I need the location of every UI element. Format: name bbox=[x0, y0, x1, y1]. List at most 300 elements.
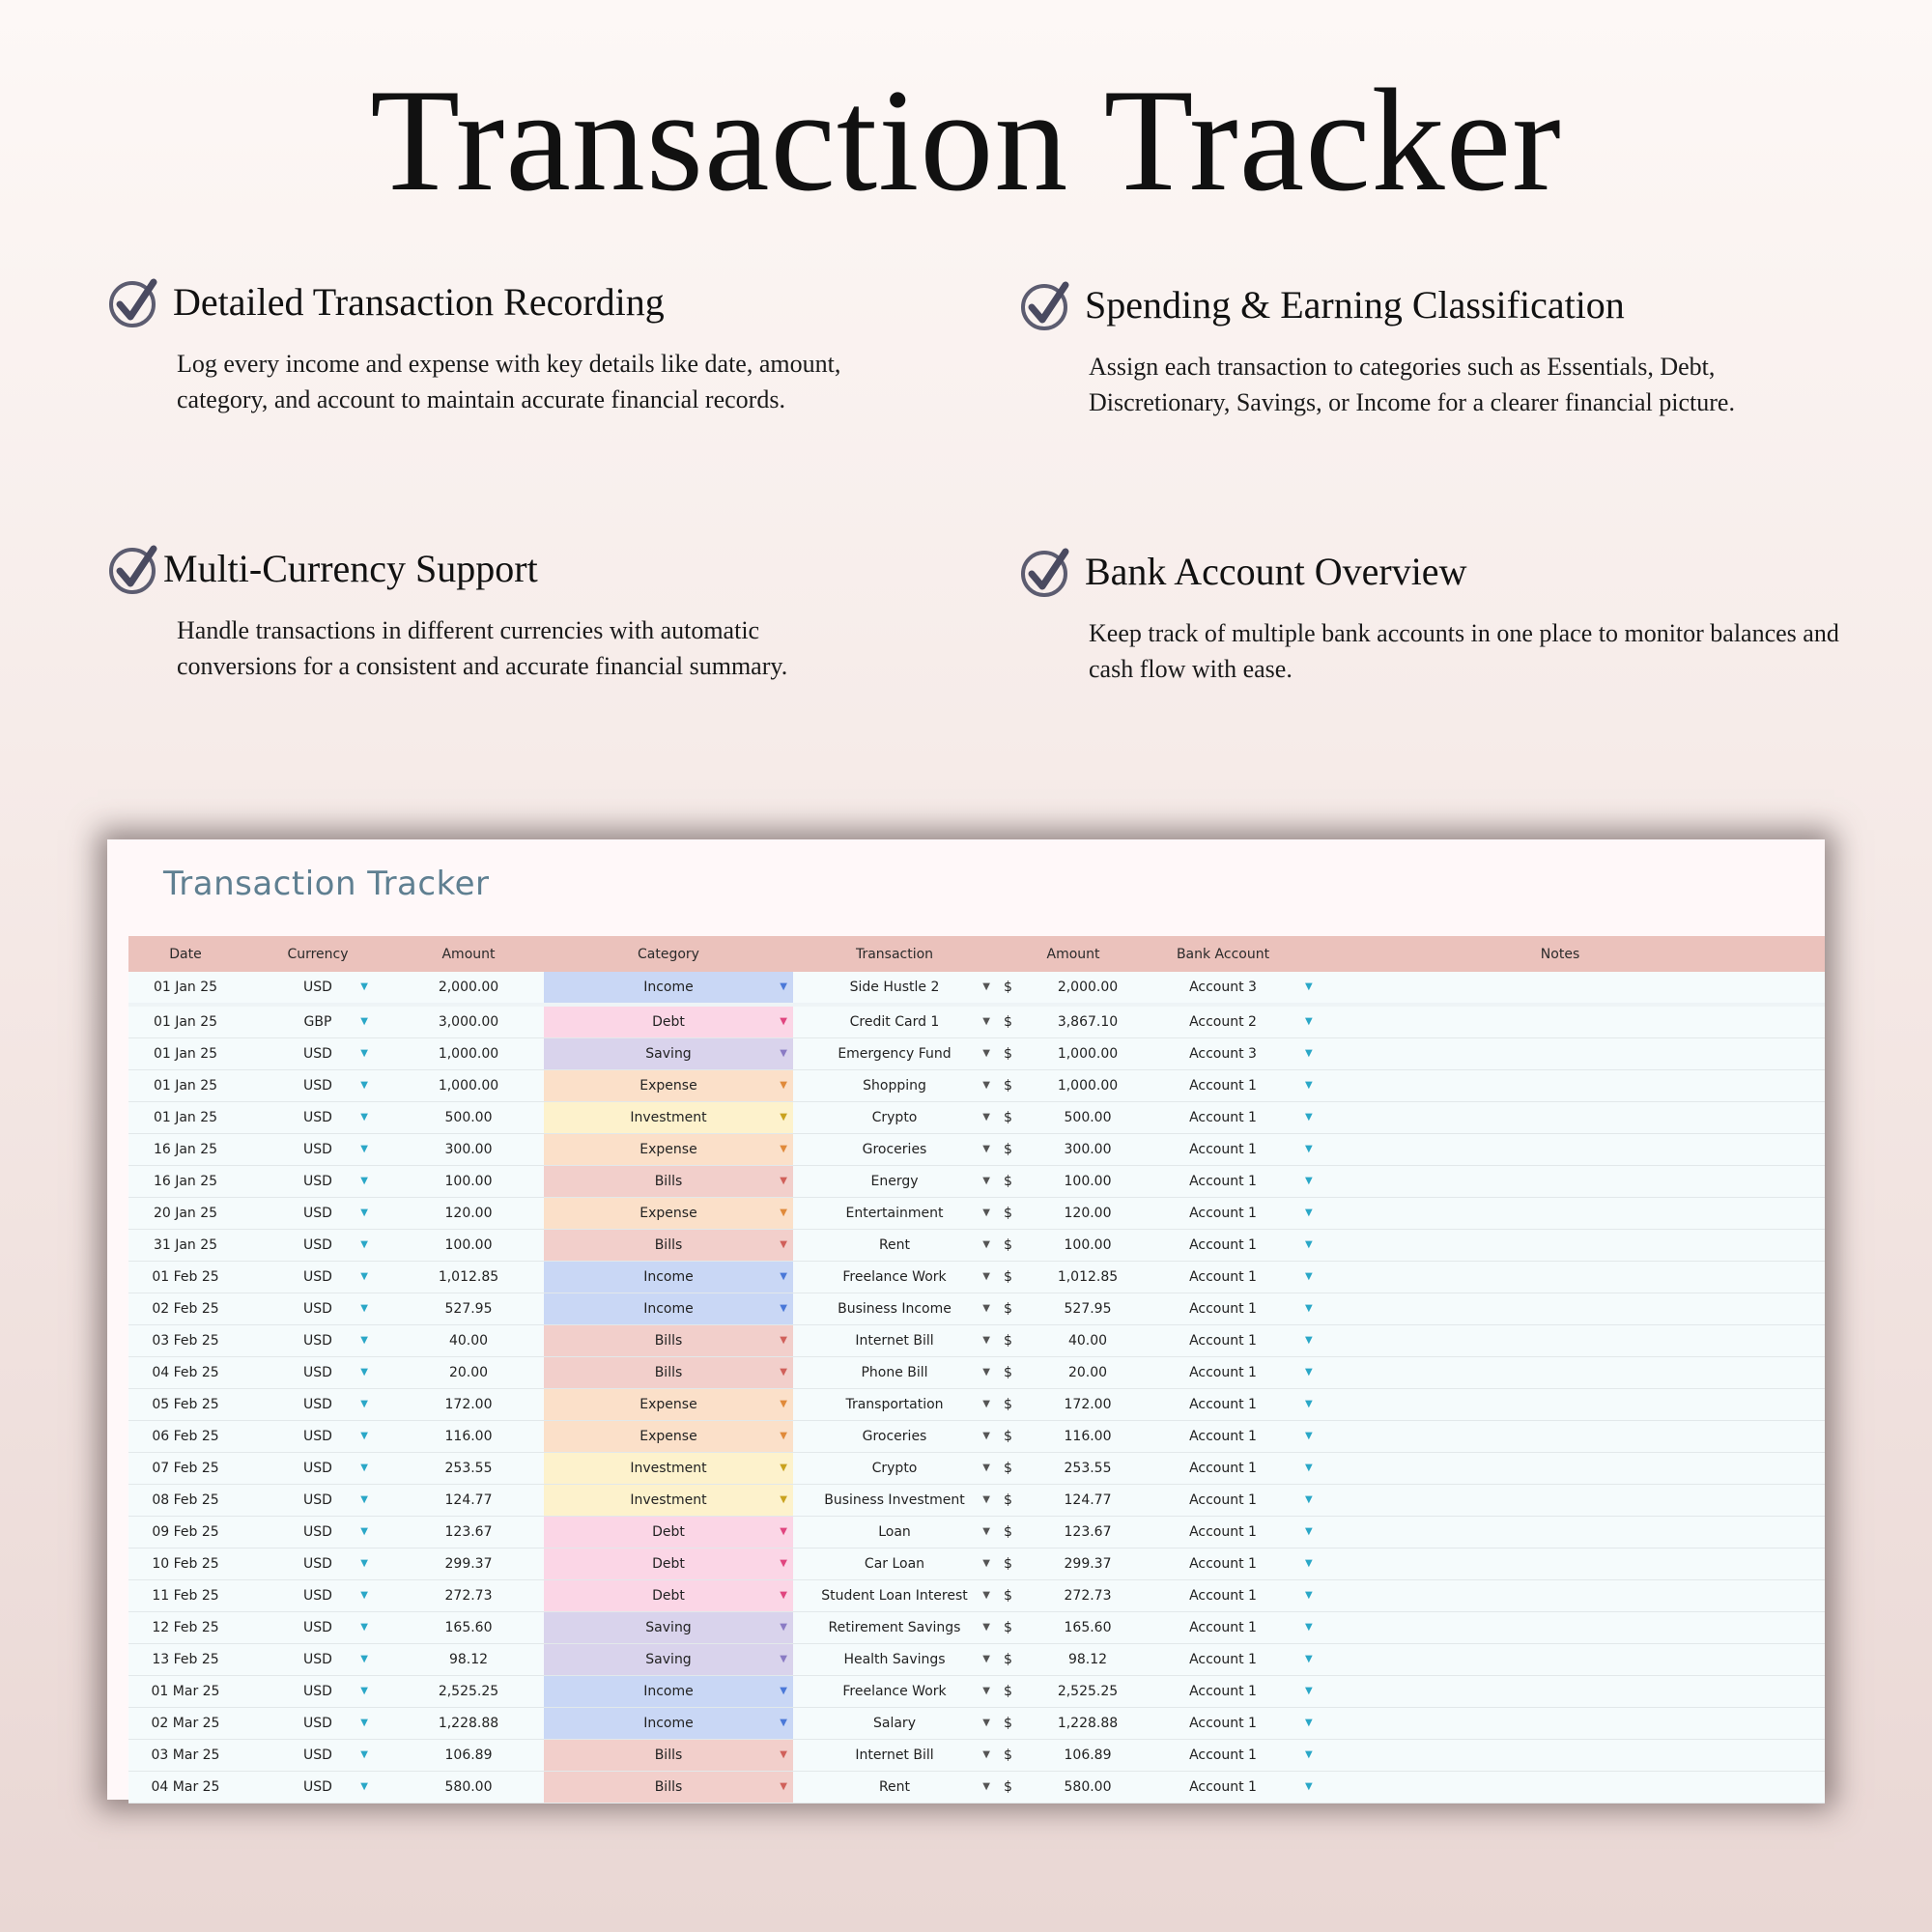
date-cell[interactable]: 05 Feb 25 bbox=[128, 1389, 242, 1421]
transaction-dropdown[interactable] bbox=[793, 1453, 996, 1485]
dropdown-arrow-icon[interactable]: ▼ bbox=[982, 1431, 990, 1441]
dropdown-arrow-icon[interactable]: ▼ bbox=[982, 1558, 990, 1569]
category-dropdown[interactable] bbox=[544, 1102, 793, 1134]
amount-cell[interactable]: 40.00 bbox=[393, 1325, 544, 1357]
dropdown-arrow-icon[interactable]: ▼ bbox=[1305, 1718, 1313, 1728]
table-row bbox=[128, 1005, 1825, 1038]
transaction-dropdown[interactable] bbox=[793, 1038, 996, 1070]
dropdown-arrow-icon[interactable]: ▼ bbox=[780, 1622, 787, 1633]
column-header-notes[interactable]: Notes bbox=[1295, 936, 1825, 972]
amount-cell[interactable]: 1,000.00 bbox=[393, 1038, 544, 1070]
date-cell[interactable]: 16 Jan 25 bbox=[128, 1166, 242, 1198]
column-header-currency[interactable]: Currency bbox=[242, 936, 393, 972]
category-dropdown[interactable] bbox=[544, 1772, 793, 1804]
notes-cell[interactable] bbox=[1295, 1262, 1825, 1293]
date-cell[interactable]: 31 Jan 25 bbox=[128, 1230, 242, 1262]
notes-cell[interactable] bbox=[1295, 1517, 1825, 1548]
currency-dropdown[interactable] bbox=[242, 1676, 393, 1708]
category-dropdown[interactable] bbox=[544, 1612, 793, 1644]
category-dropdown[interactable] bbox=[544, 1453, 793, 1485]
currency-dropdown[interactable] bbox=[242, 1421, 393, 1453]
category-dropdown[interactable] bbox=[544, 1166, 793, 1198]
dropdown-arrow-icon[interactable]: ▼ bbox=[1305, 1463, 1313, 1473]
dropdown-arrow-icon[interactable]: ▼ bbox=[982, 1718, 990, 1728]
transaction-dropdown[interactable] bbox=[793, 1612, 996, 1644]
amount-cell[interactable]: 1,012.85 bbox=[393, 1262, 544, 1293]
dropdown-arrow-icon[interactable]: ▼ bbox=[1305, 1622, 1313, 1633]
category-dropdown[interactable] bbox=[544, 1517, 793, 1548]
bank-account-dropdown[interactable] bbox=[1151, 1772, 1313, 1804]
notes-cell[interactable] bbox=[1295, 1740, 1825, 1772]
dropdown-arrow-icon[interactable]: ▼ bbox=[780, 1590, 787, 1601]
transaction-dropdown[interactable] bbox=[793, 1230, 996, 1262]
amount-cell[interactable]: 300.00 bbox=[393, 1134, 544, 1166]
notes-cell[interactable] bbox=[1295, 1198, 1825, 1230]
dropdown-arrow-icon[interactable]: ▼ bbox=[1305, 1431, 1313, 1441]
date-cell[interactable]: 04 Feb 25 bbox=[128, 1357, 242, 1389]
dropdown-arrow-icon[interactable]: ▼ bbox=[780, 1558, 787, 1569]
currency-symbol: $ bbox=[996, 1230, 1025, 1262]
dropdown-arrow-icon[interactable]: ▼ bbox=[780, 1239, 787, 1250]
category-dropdown[interactable] bbox=[544, 1262, 793, 1293]
bank-account-dropdown[interactable] bbox=[1151, 1325, 1313, 1357]
currency-dropdown[interactable] bbox=[242, 1357, 393, 1389]
category-dropdown[interactable] bbox=[544, 972, 793, 1005]
transaction-dropdown[interactable] bbox=[793, 1389, 996, 1421]
column-header-amount[interactable]: Amount bbox=[393, 936, 544, 972]
column-header-bank-account[interactable]: Bank Account bbox=[1151, 936, 1295, 972]
category-dropdown[interactable] bbox=[544, 1357, 793, 1389]
bank-account-dropdown[interactable] bbox=[1151, 1038, 1313, 1070]
dropdown-arrow-icon[interactable]: ▼ bbox=[1305, 1080, 1313, 1091]
dropdown-arrow-icon[interactable]: ▼ bbox=[982, 1239, 990, 1250]
dropdown-arrow-icon[interactable]: ▼ bbox=[982, 1335, 990, 1346]
dropdown-arrow-icon[interactable]: ▼ bbox=[1305, 1016, 1313, 1027]
bank-account-dropdown[interactable] bbox=[1151, 1262, 1313, 1293]
category-dropdown[interactable] bbox=[544, 1485, 793, 1517]
notes-cell[interactable] bbox=[1295, 1166, 1825, 1198]
dropdown-arrow-icon[interactable]: ▼ bbox=[360, 1494, 368, 1505]
bank-account-dropdown[interactable] bbox=[1151, 972, 1313, 1005]
amount-cell[interactable]: 165.60 bbox=[393, 1612, 544, 1644]
category-chip: Bills bbox=[654, 1174, 683, 1189]
category-dropdown[interactable] bbox=[544, 1325, 793, 1357]
date-cell[interactable]: 08 Feb 25 bbox=[128, 1485, 242, 1517]
transaction-dropdown[interactable] bbox=[793, 1357, 996, 1389]
transaction-dropdown[interactable] bbox=[793, 1485, 996, 1517]
notes-cell[interactable] bbox=[1295, 1389, 1825, 1421]
dropdown-arrow-icon[interactable]: ▼ bbox=[982, 1176, 990, 1186]
date-cell[interactable]: 02 Feb 25 bbox=[128, 1293, 242, 1325]
amount-cell[interactable]: 2,525.25 bbox=[393, 1676, 544, 1708]
dropdown-arrow-icon[interactable]: ▼ bbox=[1305, 1271, 1313, 1282]
category-dropdown[interactable] bbox=[544, 1740, 793, 1772]
date-cell[interactable]: 16 Jan 25 bbox=[128, 1134, 242, 1166]
dropdown-arrow-icon[interactable]: ▼ bbox=[1305, 1749, 1313, 1760]
dropdown-arrow-icon[interactable]: ▼ bbox=[780, 1144, 787, 1154]
bank-account-dropdown[interactable] bbox=[1151, 1198, 1313, 1230]
dropdown-arrow-icon[interactable]: ▼ bbox=[780, 1176, 787, 1186]
amount-cell[interactable]: 98.12 bbox=[393, 1644, 544, 1676]
dropdown-arrow-icon[interactable]: ▼ bbox=[360, 1463, 368, 1473]
date-cell[interactable]: 01 Jan 25 bbox=[128, 1005, 242, 1038]
dropdown-arrow-icon[interactable]: ▼ bbox=[360, 981, 368, 992]
dropdown-arrow-icon[interactable]: ▼ bbox=[1305, 1048, 1313, 1059]
date-cell[interactable]: 06 Feb 25 bbox=[128, 1421, 242, 1453]
date-cell[interactable]: 04 Mar 25 bbox=[128, 1772, 242, 1804]
notes-cell[interactable] bbox=[1295, 1134, 1825, 1166]
bank-account-dropdown[interactable] bbox=[1151, 1676, 1313, 1708]
dropdown-arrow-icon[interactable]: ▼ bbox=[1305, 1144, 1313, 1154]
column-header-category[interactable]: Category bbox=[544, 936, 793, 972]
dropdown-arrow-icon[interactable]: ▼ bbox=[360, 1048, 368, 1059]
bank-account-dropdown[interactable] bbox=[1151, 1421, 1313, 1453]
dropdown-arrow-icon[interactable]: ▼ bbox=[1305, 1494, 1313, 1505]
date-cell[interactable]: 01 Jan 25 bbox=[128, 972, 242, 1005]
bank-account-dropdown[interactable] bbox=[1151, 1517, 1313, 1548]
dropdown-arrow-icon[interactable]: ▼ bbox=[982, 1144, 990, 1154]
bank-account-dropdown[interactable] bbox=[1151, 1005, 1313, 1038]
dropdown-arrow-icon[interactable]: ▼ bbox=[780, 1718, 787, 1728]
bank-account-dropdown[interactable] bbox=[1151, 1485, 1313, 1517]
dropdown-arrow-icon[interactable]: ▼ bbox=[360, 1112, 368, 1122]
dropdown-arrow-icon[interactable]: ▼ bbox=[1305, 1239, 1313, 1250]
dropdown-arrow-icon[interactable]: ▼ bbox=[780, 1303, 787, 1314]
date-cell[interactable]: 02 Mar 25 bbox=[128, 1708, 242, 1740]
currency-dropdown[interactable] bbox=[242, 1102, 393, 1134]
dropdown-arrow-icon[interactable]: ▼ bbox=[360, 1271, 368, 1282]
checkmark-icon bbox=[107, 543, 159, 595]
currency-dropdown[interactable] bbox=[242, 1262, 393, 1293]
dropdown-arrow-icon[interactable]: ▼ bbox=[360, 1239, 368, 1250]
notes-cell[interactable] bbox=[1295, 1070, 1825, 1102]
dropdown-arrow-icon[interactable]: ▼ bbox=[1305, 1208, 1313, 1218]
notes-cell[interactable] bbox=[1295, 1357, 1825, 1389]
bank-account-dropdown[interactable] bbox=[1151, 1389, 1313, 1421]
transaction-dropdown[interactable] bbox=[793, 1548, 996, 1580]
amount-cell[interactable]: 100.00 bbox=[393, 1166, 544, 1198]
transaction-dropdown[interactable] bbox=[793, 972, 996, 1005]
bank-account-dropdown[interactable] bbox=[1151, 1740, 1313, 1772]
dropdown-arrow-icon[interactable]: ▼ bbox=[1305, 1399, 1313, 1409]
dropdown-arrow-icon[interactable]: ▼ bbox=[982, 1686, 990, 1696]
notes-cell[interactable] bbox=[1295, 1676, 1825, 1708]
currency-dropdown[interactable] bbox=[242, 1230, 393, 1262]
dropdown-arrow-icon[interactable]: ▼ bbox=[780, 1048, 787, 1059]
dropdown-arrow-icon[interactable]: ▼ bbox=[360, 1144, 368, 1154]
dropdown-arrow-icon[interactable]: ▼ bbox=[780, 1399, 787, 1409]
dropdown-arrow-icon[interactable]: ▼ bbox=[780, 1526, 787, 1537]
dropdown-arrow-icon[interactable]: ▼ bbox=[360, 1399, 368, 1409]
notes-cell[interactable] bbox=[1295, 1548, 1825, 1580]
bank-account-dropdown[interactable] bbox=[1151, 1644, 1313, 1676]
dropdown-arrow-icon[interactable]: ▼ bbox=[1305, 1303, 1313, 1314]
bank-account-dropdown[interactable] bbox=[1151, 1134, 1313, 1166]
dropdown-arrow-icon[interactable]: ▼ bbox=[780, 1367, 787, 1378]
dropdown-arrow-icon[interactable]: ▼ bbox=[780, 1335, 787, 1346]
bank-account-dropdown[interactable] bbox=[1151, 1580, 1313, 1612]
dropdown-arrow-icon[interactable]: ▼ bbox=[982, 1622, 990, 1633]
transaction-dropdown[interactable] bbox=[793, 1325, 996, 1357]
column-header-transaction[interactable]: Transaction bbox=[793, 936, 996, 972]
table-row bbox=[128, 972, 1825, 1005]
dropdown-arrow-icon[interactable]: ▼ bbox=[982, 981, 990, 992]
transaction-dropdown[interactable] bbox=[793, 1580, 996, 1612]
dropdown-arrow-icon[interactable]: ▼ bbox=[982, 1463, 990, 1473]
currency-dropdown[interactable] bbox=[242, 1708, 393, 1740]
transaction-dropdown[interactable] bbox=[793, 1262, 996, 1293]
dropdown-arrow-icon[interactable]: ▼ bbox=[1305, 981, 1313, 992]
dropdown-arrow-icon[interactable]: ▼ bbox=[982, 1399, 990, 1409]
date-cell[interactable]: 01 Jan 25 bbox=[128, 1102, 242, 1134]
notes-cell[interactable] bbox=[1295, 1421, 1825, 1453]
date-cell[interactable]: 12 Feb 25 bbox=[128, 1612, 242, 1644]
currency-dropdown[interactable] bbox=[242, 1772, 393, 1804]
transaction-dropdown[interactable] bbox=[793, 1134, 996, 1166]
notes-cell[interactable] bbox=[1295, 1005, 1825, 1038]
amount-cell[interactable]: 2,000.00 bbox=[393, 972, 544, 1005]
dropdown-arrow-icon[interactable]: ▼ bbox=[780, 1271, 787, 1282]
transaction-dropdown[interactable] bbox=[793, 1166, 996, 1198]
dropdown-arrow-icon[interactable]: ▼ bbox=[982, 1654, 990, 1664]
currency-dropdown[interactable] bbox=[242, 1166, 393, 1198]
dropdown-arrow-icon[interactable]: ▼ bbox=[982, 1367, 990, 1378]
dropdown-arrow-icon[interactable]: ▼ bbox=[780, 1749, 787, 1760]
transaction-dropdown[interactable] bbox=[793, 1421, 996, 1453]
transaction-dropdown[interactable] bbox=[793, 1772, 996, 1804]
amount-cell[interactable]: 106.89 bbox=[393, 1740, 544, 1772]
amount-cell[interactable]: 120.00 bbox=[393, 1198, 544, 1230]
date-cell[interactable]: 01 Feb 25 bbox=[128, 1262, 242, 1293]
category-dropdown[interactable] bbox=[544, 1005, 793, 1038]
dropdown-arrow-icon[interactable]: ▼ bbox=[1305, 1686, 1313, 1696]
bank-account-dropdown[interactable] bbox=[1151, 1357, 1313, 1389]
dropdown-arrow-icon[interactable]: ▼ bbox=[982, 1590, 990, 1601]
currency-dropdown[interactable] bbox=[242, 1453, 393, 1485]
dropdown-arrow-icon[interactable]: ▼ bbox=[360, 1622, 368, 1633]
currency-dropdown[interactable] bbox=[242, 1612, 393, 1644]
date-cell[interactable]: 10 Feb 25 bbox=[128, 1548, 242, 1580]
dropdown-arrow-icon[interactable]: ▼ bbox=[982, 1080, 990, 1091]
amount-cell[interactable]: 500.00 bbox=[393, 1102, 544, 1134]
bank-account-dropdown[interactable] bbox=[1151, 1070, 1313, 1102]
dropdown-arrow-icon[interactable]: ▼ bbox=[360, 1303, 368, 1314]
notes-cell[interactable] bbox=[1295, 1102, 1825, 1134]
amount-cell[interactable]: 116.00 bbox=[393, 1421, 544, 1453]
date-cell[interactable]: 01 Mar 25 bbox=[128, 1676, 242, 1708]
currency-dropdown[interactable] bbox=[242, 1325, 393, 1357]
currency-dropdown[interactable] bbox=[242, 1517, 393, 1548]
dropdown-arrow-icon[interactable]: ▼ bbox=[982, 1781, 990, 1792]
category-dropdown[interactable] bbox=[544, 1198, 793, 1230]
dropdown-arrow-icon[interactable]: ▼ bbox=[1305, 1335, 1313, 1346]
bank-account-dropdown[interactable] bbox=[1151, 1453, 1313, 1485]
dropdown-arrow-icon[interactable]: ▼ bbox=[780, 981, 787, 992]
dropdown-arrow-icon[interactable]: ▼ bbox=[1305, 1781, 1313, 1792]
transaction-dropdown[interactable] bbox=[793, 1740, 996, 1772]
date-cell[interactable]: 03 Mar 25 bbox=[128, 1740, 242, 1772]
currency-dropdown[interactable] bbox=[242, 1389, 393, 1421]
currency-dropdown[interactable] bbox=[242, 972, 393, 1005]
bank-account-dropdown[interactable] bbox=[1151, 1230, 1313, 1262]
dropdown-arrow-icon[interactable]: ▼ bbox=[780, 1112, 787, 1122]
currency-dropdown[interactable] bbox=[242, 1038, 393, 1070]
dropdown-arrow-icon[interactable]: ▼ bbox=[982, 1112, 990, 1122]
category-dropdown[interactable] bbox=[544, 1293, 793, 1325]
date-cell[interactable]: 20 Jan 25 bbox=[128, 1198, 242, 1230]
notes-cell[interactable] bbox=[1295, 1230, 1825, 1262]
dropdown-arrow-icon[interactable]: ▼ bbox=[360, 1558, 368, 1569]
notes-cell[interactable] bbox=[1295, 1612, 1825, 1644]
dropdown-arrow-icon[interactable]: ▼ bbox=[360, 1016, 368, 1027]
dropdown-arrow-icon[interactable]: ▼ bbox=[360, 1590, 368, 1601]
amount-cell[interactable]: 3,000.00 bbox=[393, 1005, 544, 1038]
currency-dropdown[interactable] bbox=[242, 1548, 393, 1580]
notes-cell[interactable] bbox=[1295, 1485, 1825, 1517]
bank-account-dropdown[interactable] bbox=[1151, 1166, 1313, 1198]
notes-cell[interactable] bbox=[1295, 1325, 1825, 1357]
amount-cell[interactable]: 580.00 bbox=[393, 1772, 544, 1804]
dropdown-arrow-icon[interactable]: ▼ bbox=[780, 1463, 787, 1473]
dropdown-arrow-icon[interactable]: ▼ bbox=[360, 1654, 368, 1664]
dropdown-arrow-icon[interactable]: ▼ bbox=[1305, 1112, 1313, 1122]
dropdown-arrow-icon[interactable]: ▼ bbox=[360, 1718, 368, 1728]
column-header-converted-amount[interactable]: Amount bbox=[996, 936, 1151, 972]
transaction-dropdown[interactable] bbox=[793, 1102, 996, 1134]
dropdown-arrow-icon[interactable]: ▼ bbox=[1305, 1526, 1313, 1537]
dropdown-arrow-icon[interactable]: ▼ bbox=[1305, 1367, 1313, 1378]
amount-cell[interactable]: 100.00 bbox=[393, 1230, 544, 1262]
transaction-dropdown[interactable] bbox=[793, 1293, 996, 1325]
amount-cell[interactable]: 123.67 bbox=[393, 1517, 544, 1548]
dropdown-arrow-icon[interactable]: ▼ bbox=[1305, 1654, 1313, 1664]
dropdown-arrow-icon[interactable]: ▼ bbox=[360, 1749, 368, 1760]
dropdown-arrow-icon[interactable]: ▼ bbox=[982, 1494, 990, 1505]
amount-cell[interactable]: 172.00 bbox=[393, 1389, 544, 1421]
dropdown-arrow-icon[interactable]: ▼ bbox=[780, 1781, 787, 1792]
dropdown-arrow-icon[interactable]: ▼ bbox=[982, 1208, 990, 1218]
transaction-dropdown[interactable] bbox=[793, 1517, 996, 1548]
dropdown-arrow-icon[interactable]: ▼ bbox=[360, 1335, 368, 1346]
currency-dropdown[interactable] bbox=[242, 1198, 393, 1230]
bank-account-dropdown[interactable] bbox=[1151, 1708, 1313, 1740]
dropdown-arrow-icon[interactable]: ▼ bbox=[360, 1208, 368, 1218]
dropdown-arrow-icon[interactable]: ▼ bbox=[780, 1686, 787, 1696]
dropdown-arrow-icon[interactable]: ▼ bbox=[780, 1080, 787, 1091]
date-cell[interactable]: 09 Feb 25 bbox=[128, 1517, 242, 1548]
dropdown-arrow-icon[interactable]: ▼ bbox=[360, 1526, 368, 1537]
currency-dropdown[interactable] bbox=[242, 1644, 393, 1676]
category-dropdown[interactable] bbox=[544, 1421, 793, 1453]
date-cell[interactable]: 01 Jan 25 bbox=[128, 1038, 242, 1070]
notes-cell[interactable] bbox=[1295, 1038, 1825, 1070]
transaction-dropdown[interactable] bbox=[793, 1644, 996, 1676]
bank-account-dropdown[interactable] bbox=[1151, 1612, 1313, 1644]
date-cell[interactable]: 01 Jan 25 bbox=[128, 1070, 242, 1102]
dropdown-arrow-icon[interactable]: ▼ bbox=[1305, 1176, 1313, 1186]
transaction-dropdown[interactable] bbox=[793, 1005, 996, 1038]
currency-dropdown[interactable] bbox=[242, 1485, 393, 1517]
currency-dropdown[interactable] bbox=[242, 1070, 393, 1102]
notes-cell[interactable] bbox=[1295, 1644, 1825, 1676]
currency-dropdown[interactable] bbox=[242, 1293, 393, 1325]
notes-cell[interactable] bbox=[1295, 1708, 1825, 1740]
dropdown-arrow-icon[interactable]: ▼ bbox=[780, 1494, 787, 1505]
category-dropdown[interactable] bbox=[544, 1070, 793, 1102]
dropdown-arrow-icon[interactable]: ▼ bbox=[780, 1208, 787, 1218]
notes-cell[interactable] bbox=[1295, 1580, 1825, 1612]
dropdown-arrow-icon[interactable]: ▼ bbox=[360, 1080, 368, 1091]
category-dropdown[interactable] bbox=[544, 1644, 793, 1676]
dropdown-arrow-icon[interactable]: ▼ bbox=[982, 1271, 990, 1282]
currency-dropdown[interactable] bbox=[242, 1005, 393, 1038]
amount-cell[interactable]: 1,000.00 bbox=[393, 1070, 544, 1102]
dropdown-arrow-icon[interactable]: ▼ bbox=[360, 1176, 368, 1186]
category-dropdown[interactable] bbox=[544, 1708, 793, 1740]
bank-account-dropdown[interactable] bbox=[1151, 1548, 1313, 1580]
date-cell[interactable]: 07 Feb 25 bbox=[128, 1453, 242, 1485]
date-cell[interactable]: 11 Feb 25 bbox=[128, 1580, 242, 1612]
dropdown-arrow-icon[interactable]: ▼ bbox=[780, 1431, 787, 1441]
category-dropdown[interactable] bbox=[544, 1548, 793, 1580]
dropdown-arrow-icon[interactable]: ▼ bbox=[360, 1367, 368, 1378]
dropdown-arrow-icon[interactable]: ▼ bbox=[360, 1431, 368, 1441]
date-cell[interactable]: 03 Feb 25 bbox=[128, 1325, 242, 1357]
amount-cell[interactable]: 527.95 bbox=[393, 1293, 544, 1325]
category-dropdown[interactable] bbox=[544, 1230, 793, 1262]
amount-cell[interactable]: 124.77 bbox=[393, 1485, 544, 1517]
category-dropdown[interactable] bbox=[544, 1389, 793, 1421]
dropdown-arrow-icon[interactable]: ▼ bbox=[1305, 1558, 1313, 1569]
amount-cell[interactable]: 1,228.88 bbox=[393, 1708, 544, 1740]
dropdown-arrow-icon[interactable]: ▼ bbox=[982, 1016, 990, 1027]
notes-cell[interactable] bbox=[1295, 972, 1825, 1005]
dropdown-arrow-icon[interactable]: ▼ bbox=[982, 1526, 990, 1537]
category-dropdown[interactable] bbox=[544, 1580, 793, 1612]
currency-symbol: $ bbox=[996, 1005, 1025, 1038]
currency-dropdown[interactable] bbox=[242, 1580, 393, 1612]
dropdown-arrow-icon[interactable]: ▼ bbox=[1305, 1590, 1313, 1601]
currency-dropdown[interactable] bbox=[242, 1134, 393, 1166]
dropdown-arrow-icon[interactable]: ▼ bbox=[982, 1048, 990, 1059]
dropdown-arrow-icon[interactable]: ▼ bbox=[982, 1303, 990, 1314]
notes-cell[interactable] bbox=[1295, 1453, 1825, 1485]
category-dropdown[interactable] bbox=[544, 1134, 793, 1166]
transaction-dropdown[interactable] bbox=[793, 1708, 996, 1740]
dropdown-arrow-icon[interactable]: ▼ bbox=[780, 1016, 787, 1027]
bank-account-dropdown[interactable] bbox=[1151, 1102, 1313, 1134]
dropdown-arrow-icon[interactable]: ▼ bbox=[982, 1749, 990, 1760]
column-header-date[interactable]: Date bbox=[128, 936, 242, 972]
dropdown-arrow-icon[interactable]: ▼ bbox=[780, 1654, 787, 1664]
transaction-dropdown[interactable] bbox=[793, 1676, 996, 1708]
notes-cell[interactable] bbox=[1295, 1293, 1825, 1325]
bank-account-dropdown[interactable] bbox=[1151, 1293, 1313, 1325]
amount-cell[interactable]: 20.00 bbox=[393, 1357, 544, 1389]
amount-cell[interactable]: 272.73 bbox=[393, 1580, 544, 1612]
currency-dropdown[interactable] bbox=[242, 1740, 393, 1772]
amount-cell[interactable]: 253.55 bbox=[393, 1453, 544, 1485]
notes-cell[interactable] bbox=[1295, 1772, 1825, 1804]
date-cell[interactable]: 13 Feb 25 bbox=[128, 1644, 242, 1676]
dropdown-arrow-icon[interactable]: ▼ bbox=[360, 1686, 368, 1696]
transaction-dropdown[interactable] bbox=[793, 1198, 996, 1230]
category-dropdown[interactable] bbox=[544, 1676, 793, 1708]
amount-cell[interactable]: 299.37 bbox=[393, 1548, 544, 1580]
transaction-dropdown[interactable] bbox=[793, 1070, 996, 1102]
dropdown-arrow-icon[interactable]: ▼ bbox=[360, 1781, 368, 1792]
category-dropdown[interactable] bbox=[544, 1038, 793, 1070]
